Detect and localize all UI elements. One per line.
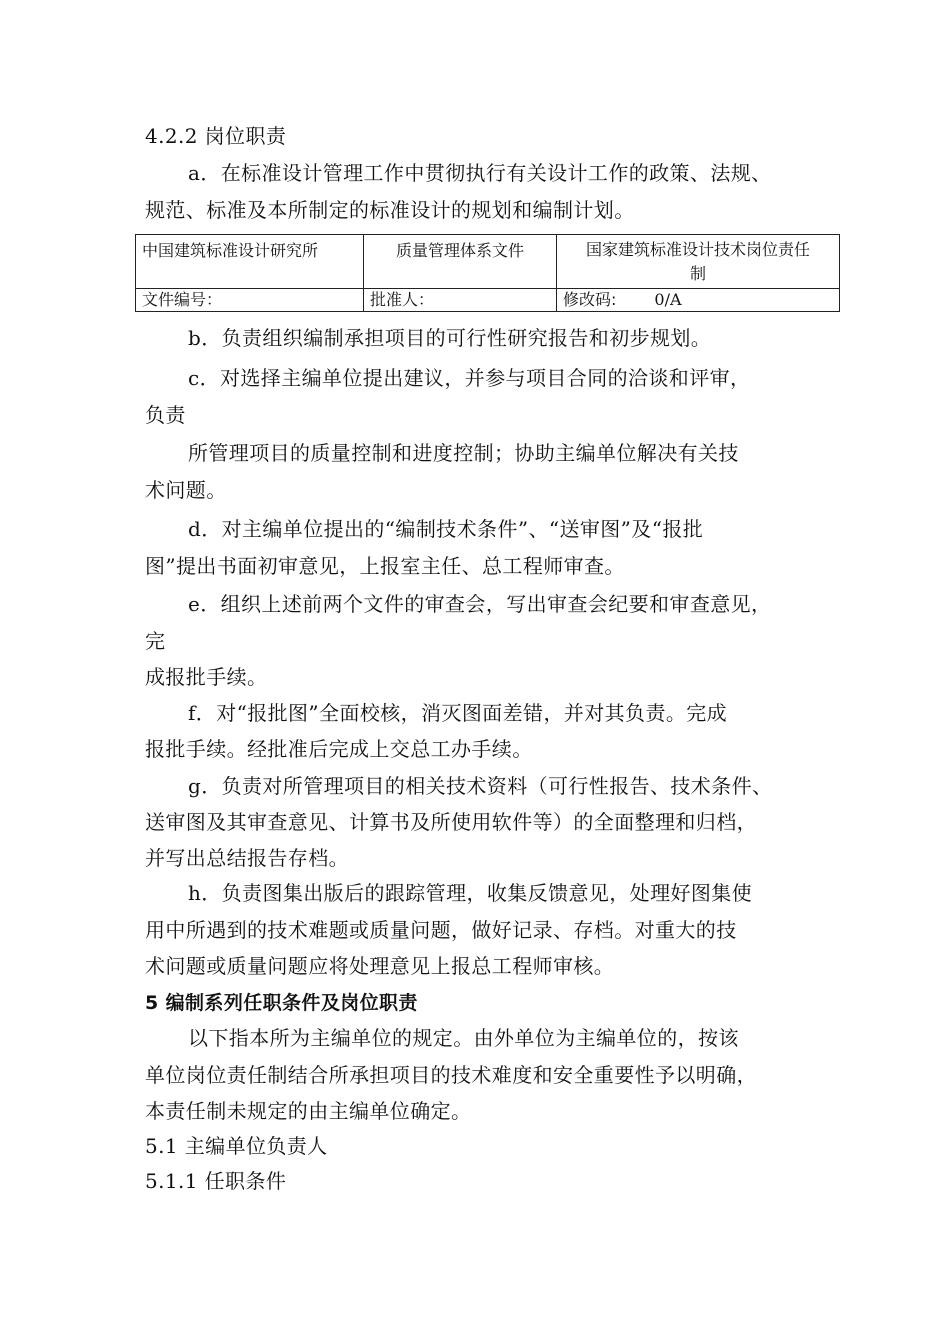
header-file-no: 文件编号： [136, 289, 364, 312]
paragraph-5-line1: 以下指本所为主编单位的规定。由外单位为主编单位的，按该 [188, 1026, 739, 1050]
header-doc-title-line2: 制 [689, 264, 706, 283]
document-header-table [135, 234, 840, 312]
paragraph-e-line2: 完 [145, 629, 166, 653]
header-org: 中国建筑标准设计研究所 [136, 235, 364, 289]
paragraph-c-line2: 负责 [145, 403, 186, 427]
section-heading-5: 5 编制系列任职条件及岗位职责 [145, 992, 418, 1014]
header-revision-value: 0/A [654, 290, 682, 309]
section-heading-5-1: 5.1 主编单位负责人 [145, 1134, 328, 1158]
paragraph-g-line1: g．负责对所管理项目的相关技术资料（可行性报告、技术条件、 [188, 774, 773, 798]
header-system: 质量管理体系文件 [364, 235, 557, 289]
section-heading-4-2-2: 4.2.2 岗位职责 [145, 124, 287, 148]
paragraph-g-line3: 并写出总结报告存档。 [145, 846, 349, 870]
header-doc-title-line1: 国家建筑标准设计技术岗位责任 [585, 240, 810, 259]
paragraph-c-line4: 术问题。 [145, 478, 227, 502]
paragraph-a-line2: 规范、标准及本所制定的标准设计的规划和编制计划。 [145, 198, 635, 222]
paragraph-d-line1: d．对主编单位提出的“编制技术条件”、“送审图”及“报批 [188, 517, 704, 541]
header-revision-label: 修改码: [563, 290, 617, 309]
header-revision [557, 289, 840, 312]
header-approver: 批准人： [364, 289, 557, 312]
paragraph-c-line1: c．对选择主编单位提出建议，并参与项目合同的洽谈和评审， [188, 366, 751, 390]
paragraph-d-line2: 图”提出书面初审意见，上报室主任、总工程师审查。 [145, 554, 625, 578]
paragraph-h-line3: 术问题或质量问题应将处理意见上报总工程师审核。 [145, 954, 615, 978]
paragraph-f-line2: 报批手续。经批准后完成上交总工办手续。 [145, 737, 533, 761]
paragraph-b: b．负责组织编制承担项目的可行性研究报告和初步规划。 [188, 326, 712, 350]
paragraph-e-line1: e．组织上述前两个文件的审查会，写出审查会纪要和审查意见， [188, 592, 772, 616]
paragraph-c-line3: 所管理项目的质量控制和进度控制；协助主编单位解决有关技 [188, 441, 739, 465]
section-heading-5-1-1: 5.1.1 任职条件 [145, 1169, 287, 1193]
paragraph-h-line2: 用中所遇到的技术难题或质量问题，做好记录、存档。对重大的技 [145, 918, 737, 942]
paragraph-a-line1: a．在标准设计管理工作中贯彻执行有关设计工作的政策、法规、 [188, 161, 772, 185]
paragraph-h-line1: h．负责图集出版后的跟踪管理，收集反馈意见，处理好图集使 [188, 881, 753, 905]
paragraph-5-line3: 本责任制未规定的由主编单位确定。 [145, 1099, 472, 1123]
paragraph-5-line2: 单位岗位责任制结合所承担项目的技术难度和安全重要性予以明确， [145, 1063, 757, 1087]
paragraph-e-line3: 成报批手续。 [145, 665, 268, 689]
paragraph-f-line1: f．对“报批图”全面校核，消灭图面差错，并对其负责。完成 [188, 701, 728, 725]
paragraph-g-line2: 送审图及其审查意见、计算书及所使用软件等）的全面整理和归档， [145, 810, 757, 834]
header-doc-title [557, 235, 840, 289]
